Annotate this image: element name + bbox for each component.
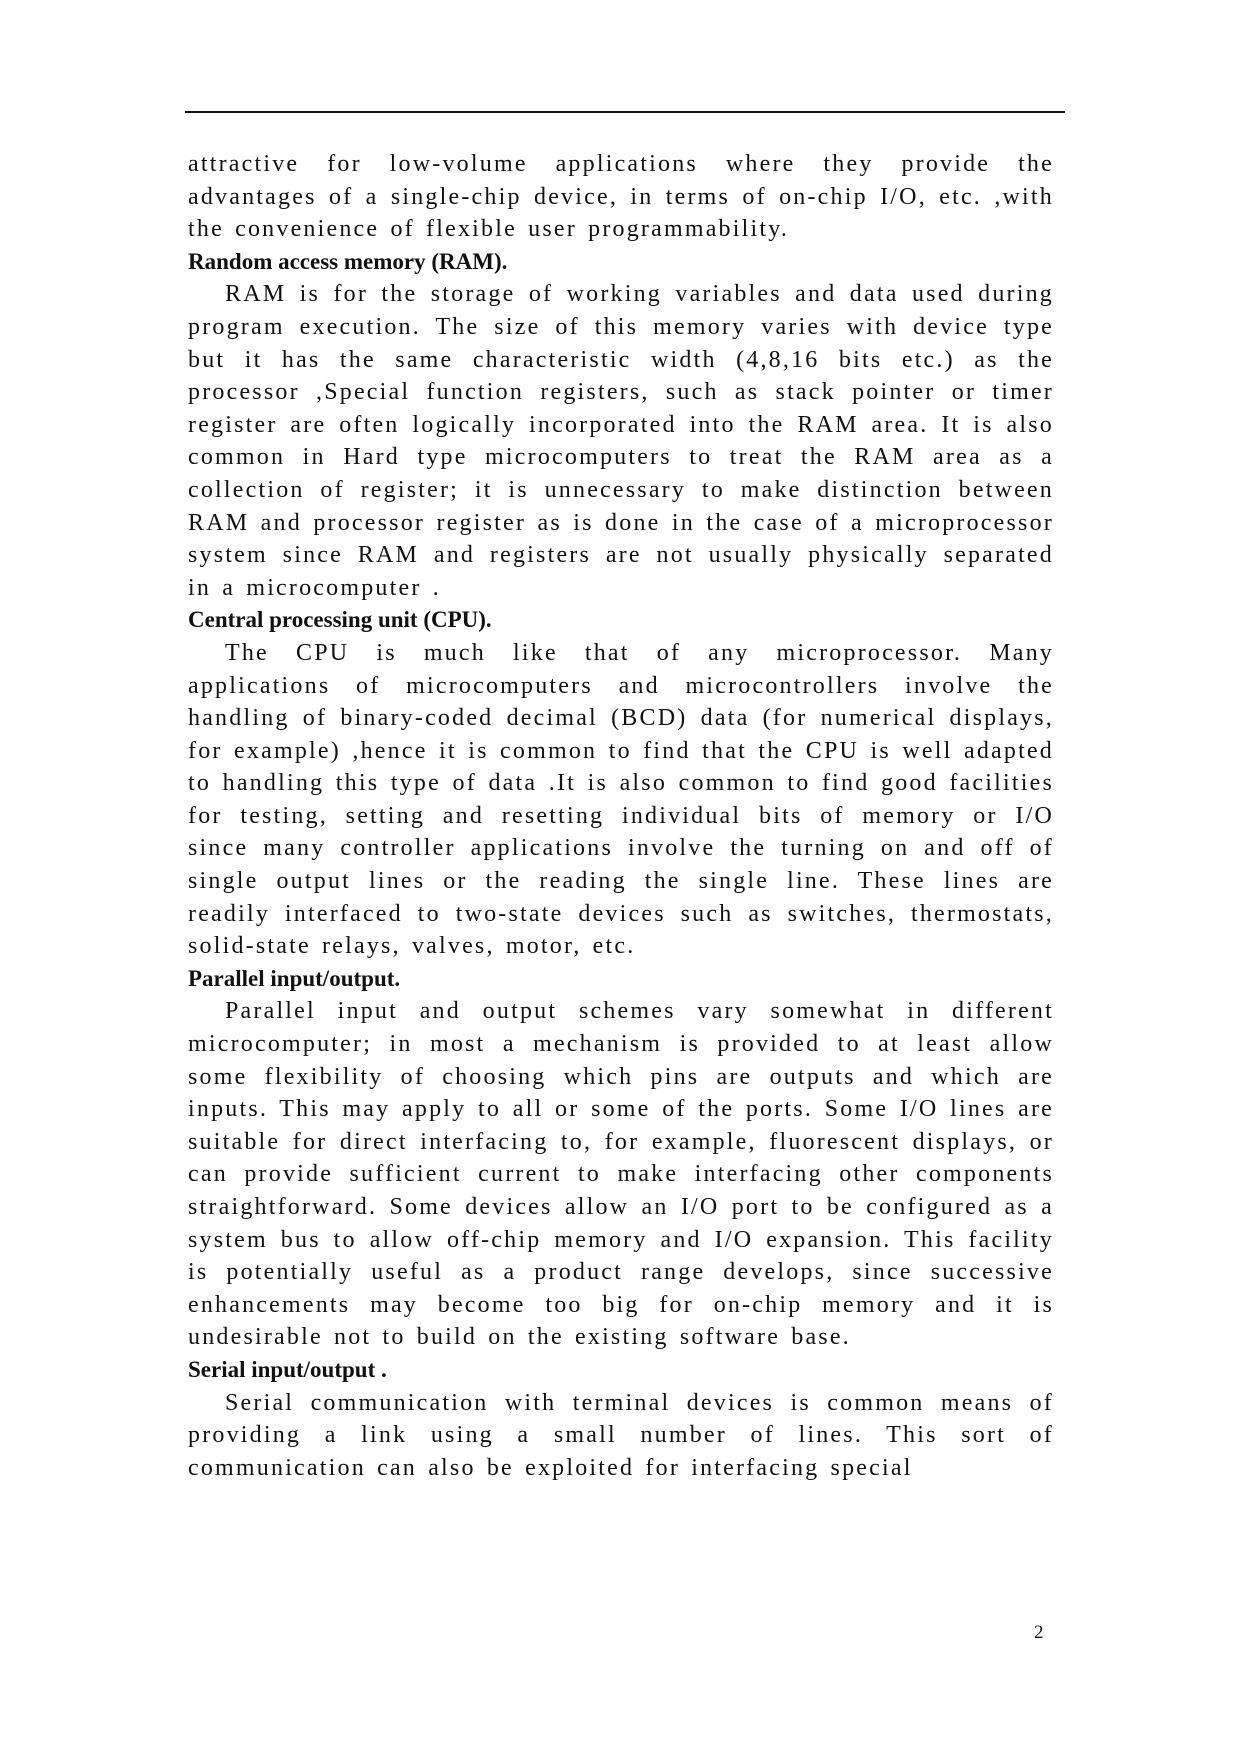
paragraph-parallel-io: Parallel input and output schemes vary somewhat in different microcomputer; in most a mechanism is provided to at least allow some flexibility of choosing which pins are outputs and which are inputs. This may apply to all or some of the ports. Some I/O lines are suitable for direct interfacing to, for example, fluorescent displays, or can provide sufficient current to make interfacing other components straightforward. Some devices allow an I/O port to be configured as a system bus to allow off-chip memory and I/O expansion. This facility is potentially useful as a product range develops, since successive enhancements may become too big for on-chip memory and it is undesirable not to build on the existing software base. [188, 998, 1054, 1351]
paragraph-cpu: The CPU is much like that of any microprocessor. Many applications of microcomputers and microcontrollers involve the handling of binary-coded decimal (BCD) data (for numerical displays, for example) ,hence it is common to find that the CPU is well adapted to handling this type of data .It is also common to find good facilities for testing, setting and resetting individual bits of memory or I/O since many controller applications involve the turning on and off of single output lines or the reading the single line. These lines are readily interfaced to two-state devices such as switches, thermostats, solid-state relays, valves, motor, etc. [188, 639, 1054, 960]
heading-cpu: Central processing unit (CPU). [188, 607, 492, 633]
heading-serial-io: Serial input/output . [188, 1356, 387, 1382]
heading-ram: Random access memory (RAM). [188, 248, 508, 274]
paragraph-serial-io: Serial communication with terminal devices is common means of providing a link using a small number of lines. This sort of communication can also be exploited for interfacing special [188, 1389, 1054, 1481]
intro-paragraph: attractive for low-volume applications where they provide the advantages of a single-chip device, in terms of on-chip I/O, etc. ,with the convenience of flexible user programmability. [188, 151, 1054, 243]
paragraph-ram: RAM is for the storage of working variables and data used during program execution. The size of this memory varies with device type but it has the same characteristic width (4,8,16 bits etc.) as the processor ,Special function registers, such as stack pointer or timer register are often logically incorporated into the RAM area. It is also common in Hard type microcomputers to treat the RAM area as a collection of register; it is unnecessary to make distinction between RAM and processor register as is done in the case of a microprocessor system since RAM and registers are not usually physically separated in a microcomputer . [188, 281, 1054, 601]
page-number: 2 [1034, 1622, 1044, 1643]
page-content [188, 148, 1054, 1484]
header-rule [185, 111, 1065, 113]
heading-parallel-io: Parallel input/output. [188, 965, 401, 991]
